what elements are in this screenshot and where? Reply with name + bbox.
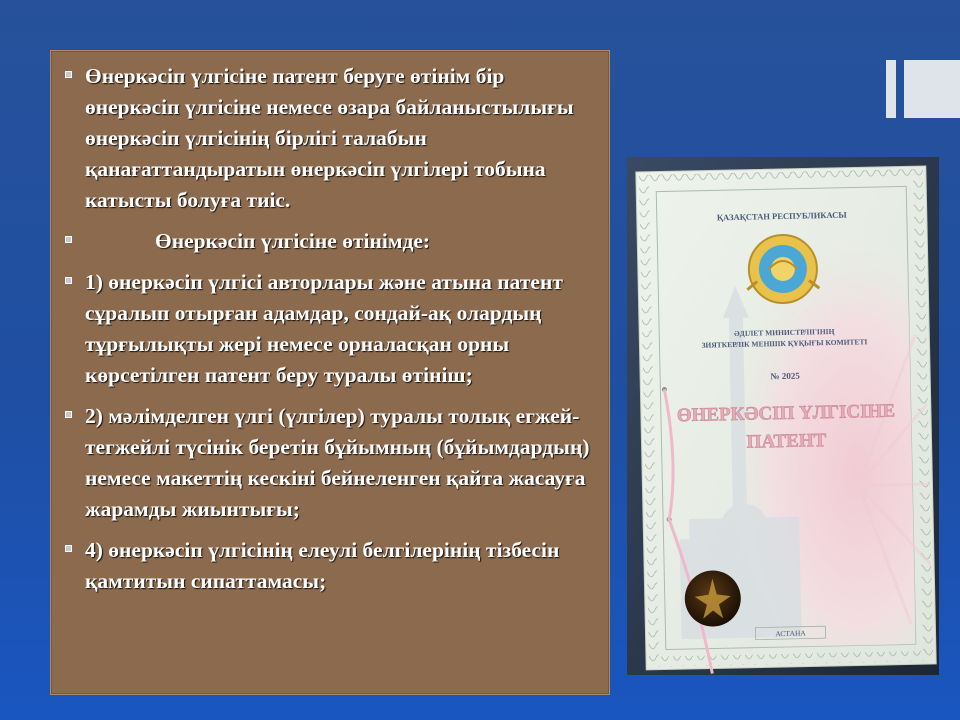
text-panel (50, 50, 610, 695)
patent-certificate-photo (627, 157, 939, 675)
square-bullet-icon (65, 71, 72, 78)
bullet-item-2 (65, 226, 595, 257)
square-bullet-icon (65, 236, 72, 243)
certificate-city: АСТАНА (775, 628, 806, 639)
bullet-heading: Өнеркәсіп үлгісіне өтінімде: (155, 229, 431, 253)
bullet-text: Өнеркәсіп үлгісіне патент беруге өтінім бір өнеркәсіп үлгісіне немесе өзара байланыстылығы өнеркәсіп үлгісінің бірлігі талабын қанағаттандыратын өнеркәсіп үлгілері тобына катысты болуға тиіс. (85, 64, 574, 212)
certificate-title: ӨНЕРКӘСІП ҮЛГІСІНЕ (676, 400, 896, 427)
certificate-illustration (627, 157, 939, 675)
certificate-committee-text: ЗИЯТКЕРЛІК МЕНШІК ҚҰҚЫҒЫ КОМИТЕТІ (701, 337, 868, 350)
bullet-item-5 (65, 535, 595, 597)
square-bullet-icon (65, 545, 72, 552)
bullet-text: 4) өнеркәсіп үлгісінің елеулі белгілерінің тізбесін қамтитын сипаттамасы; (85, 538, 560, 593)
decorative-square (904, 60, 960, 118)
bullet-list (51, 51, 609, 597)
certificate-ministry-text: ӘДІЛЕТ МИНИСТРЛІГІНІҢ (733, 326, 835, 339)
square-bullet-icon (65, 277, 72, 284)
square-bullet-icon (65, 411, 72, 418)
bullet-item-1 (65, 61, 595, 216)
bullet-text: 1) өнеркәсіп үлгісі авторлары және атына патент сұралып отырған адамдар, сондай-ақ олардың тұрғылықты жері немесе орналасқан орны көрсетілген патент беру туралы өтініш; (85, 270, 563, 387)
certificate-title-patent: ПАТЕНТ (746, 430, 827, 453)
decorative-bar (886, 60, 896, 118)
bullet-item-4 (65, 401, 595, 525)
certificate-republic-text: ҚАЗАҚСТАН РЕСПУБЛИКАСЫ (716, 209, 847, 223)
certificate-number: № 2025 (770, 370, 800, 382)
bullet-text: 2) мәлімделген үлгі (үлгілер) туралы толық егжей-тегжейлі түсінік беретін бұйымның (бұйымдардың) немесе макеттің кескіні бейнеленген қайта жасауға жарамды жиынтығы; (85, 404, 590, 521)
bullet-item-3 (65, 267, 595, 391)
